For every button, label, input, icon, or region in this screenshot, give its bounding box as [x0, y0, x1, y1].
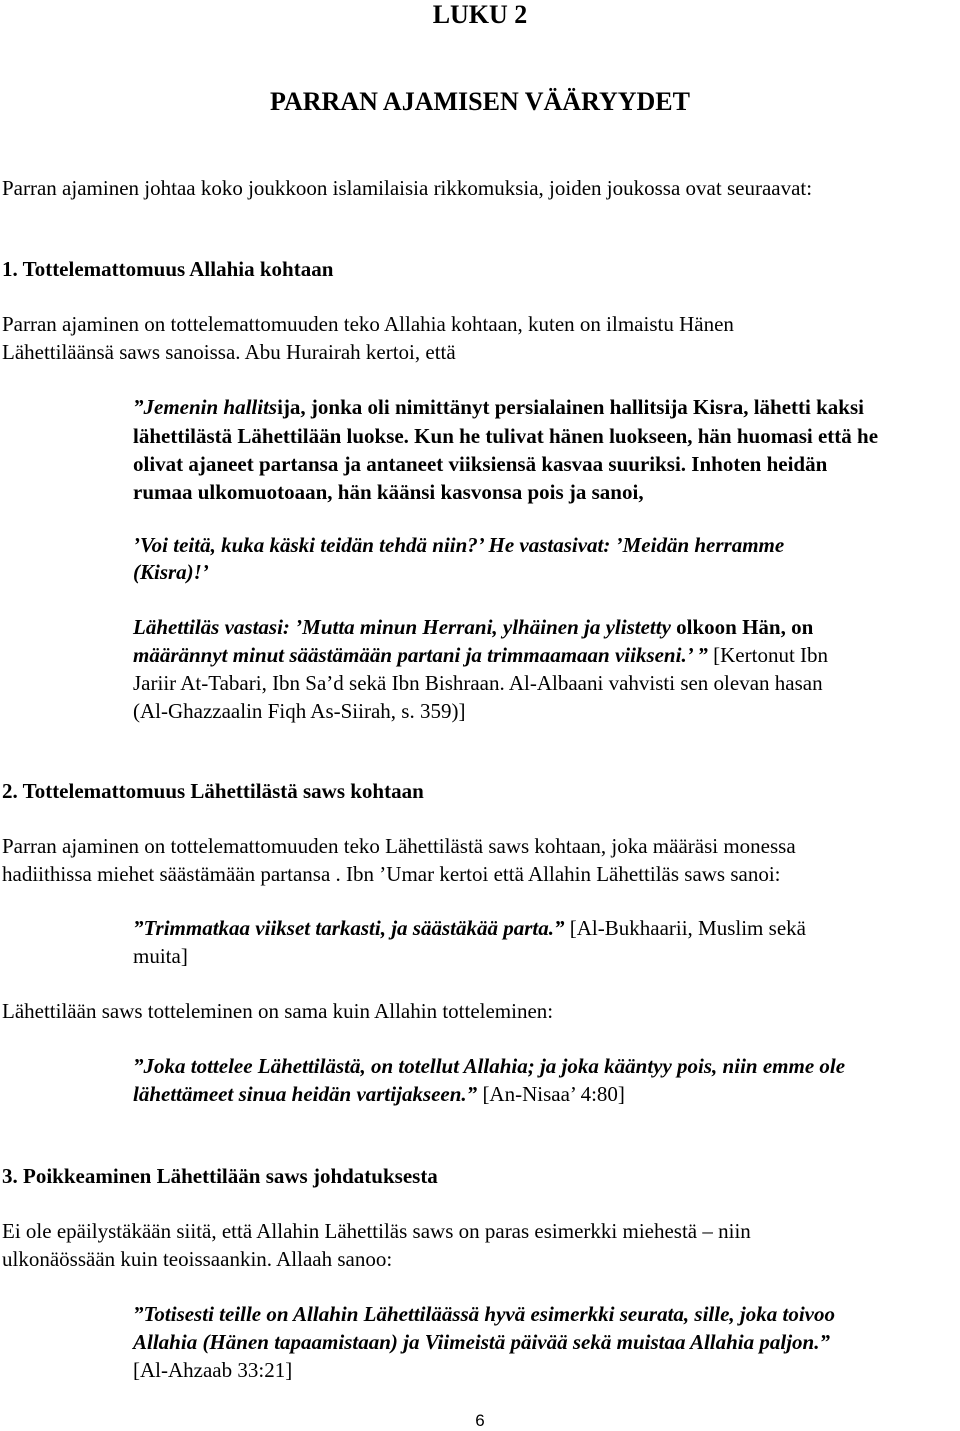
quote-bold-text: ija, jonka oli nimittänyt persialainen hallitsija Kisra, lähetti kaksi [277, 395, 864, 419]
section-1-paragraph-line: Lähettiläänsä saws sanoissa. Abu Hurairah kertoi, että [2, 340, 456, 364]
quote-italic-text: Lähettiläs vastasi: ’Mutta minun Herrani, ylhäinen ja ylistetty [133, 615, 671, 639]
quote-line: ”Totisesti teille on Allahin Lähettiläässä hyvä esimerkki seurata, sille, joka toivoo [133, 1302, 835, 1326]
citation-line: Jariir At-Tabari, Ibn Sa’d sekä Ibn Bishraan. Al-Albaani vahvisti sen olevan hasan [133, 671, 823, 695]
quote-line [133, 1081, 625, 1107]
quote-line: ’Voi teitä, kuka käski teidän tehdä niin?’ He vastasivat: ’Meidän herramme [133, 533, 785, 557]
quote-bold-text: olkoon Hän, on [670, 615, 814, 639]
quote-italic-text: ”Jemenin hallits [133, 395, 278, 419]
citation-line: [Al-Ahzaab 33:21] [133, 1358, 293, 1382]
section-3-paragraph-line: Ei ole epäilystäkään siitä, että Allahin Lähettiläs saws on paras esimerkki miehestä – niin [2, 1219, 751, 1243]
quote-line [133, 394, 864, 420]
quote-line: lähettilästä Lähettilään luokse. Kun he tulivat hänen luokseen, hän huomasi että he [133, 424, 879, 448]
citation-line: (Al-Ghazzaalin Fiqh As-Siirah, s. 359)] [133, 699, 466, 723]
quote-italic-text: määrännyt minut säästämään partani ja trimmaamaan viikseni.’ ” [133, 643, 708, 667]
chapter-label: LUKU 2 [432, 0, 528, 29]
quote-line [133, 642, 828, 668]
section-3-paragraph-line: ulkonäössään kuin teoissaankin. Allaah sanoo: [2, 1247, 393, 1271]
quote-line [133, 915, 806, 941]
section-3-heading: 3. Poikkeaminen Lähettilään saws johdatuksesta [2, 1164, 438, 1188]
quote-line: olivat ajaneet partansa ja antaneet viiksiensä kasvaa suuriksi. Inhoten heidän [133, 452, 828, 476]
quote-line: Allahia (Hänen tapaamistaan) ja Viimeistä päivää sekä muistaa Allahia paljon.” [133, 1330, 830, 1354]
quote-italic-text: ”Trimmatkaa viikset tarkasti, ja säästäkää parta.” [133, 916, 565, 940]
page-number: 6 [475, 1411, 485, 1430]
quote-line: (Kisra)!’ [133, 560, 209, 584]
section-2-paragraph-line: hadiithissa miehet säästämään partansa . Ibn ’Umar kertoi että Allahin Lähettiläs saws sanoi: [2, 862, 781, 886]
page-title: PARRAN AJAMISEN VÄÄRYYDET [270, 87, 690, 116]
section-1-heading: 1. Tottelemattomuus Allahia kohtaan [2, 257, 334, 281]
section-2-paragraph-line: Lähettilään saws totteleminen on sama kuin Allahin totteleminen: [2, 999, 554, 1023]
section-2-heading: 2. Tottelemattomuus Lähettilästä saws kohtaan [2, 779, 424, 803]
quote-line [133, 614, 813, 640]
quote-line: ”Joka tottelee Lähettilästä, on totellut Allahia; ja joka kääntyy pois, niin emme ole [133, 1054, 846, 1078]
citation-text: [Al-Bukhaarii, Muslim sekä [564, 916, 806, 940]
section-1-paragraph-line: Parran ajaminen on tottelemattomuuden teko Allahia kohtaan, kuten on ilmaistu Hänen [2, 312, 734, 336]
section-2-paragraph-line: Parran ajaminen on tottelemattomuuden teko Lähettilästä saws kohtaan, joka määräsi monessa [2, 834, 796, 858]
citation-line: muita] [133, 944, 188, 968]
citation-text: [An-Nisaa’ 4:80] [477, 1082, 625, 1106]
citation-text: [Kertonut Ibn [707, 643, 829, 667]
intro-paragraph: Parran ajaminen johtaa koko joukkoon islamilaisia rikkomuksia, joiden joukossa ovat seuraavat: [2, 176, 813, 200]
quote-italic-text: lähettämeet sinua heidän vartijakseen.” [133, 1082, 478, 1106]
quote-line: rumaa ulkomuotoaan, hän käänsi kasvonsa pois ja sanoi, [133, 480, 644, 504]
